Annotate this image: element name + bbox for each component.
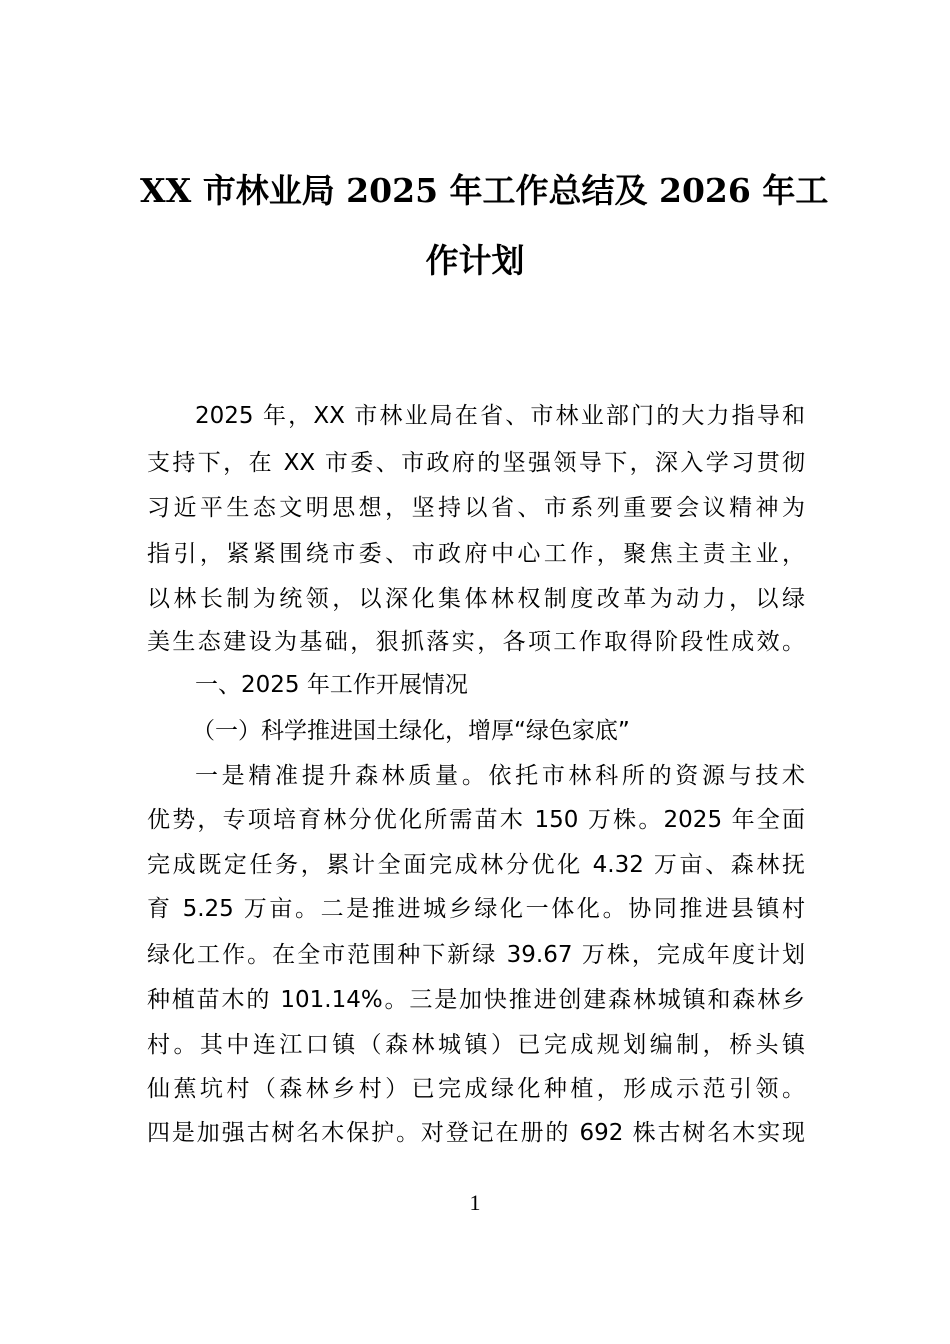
body-paragraph-line: 一是精准提升森林质量。依托市林科所的资源与技术	[195, 763, 805, 789]
body-paragraph-line: 完成既定任务，累计全面完成林分优化 4.32 万亩、森林抚	[147, 852, 805, 878]
body-paragraph-line: 绿化工作。在全市范围种下新绿 39.67 万株，完成年度计划	[147, 942, 805, 968]
body-paragraph-line: 村。其中连江口镇（森林城镇）已完成规划编制，桥头镇	[147, 1032, 805, 1058]
intro-paragraph-line: 指引，紧紧围绕市委、市政府中心工作，聚焦主责主业，	[147, 541, 805, 567]
intro-paragraph-line: 美生态建设为基础，狠抓落实，各项工作取得阶段性成效。	[147, 629, 805, 655]
body-paragraph-line: 育 5.25 万亩。二是推进城乡绿化一体化。协同推进县镇村	[147, 896, 805, 922]
page-number: 1	[469, 1190, 481, 1215]
subsection-heading: （一）科学推进国土绿化，增厚“绿色家底”	[192, 718, 630, 744]
body-paragraph-line: 种植苗木的 101.14%。三是加快推进创建森林城镇和森林乡	[147, 987, 805, 1013]
document-title-line-1: XX 市林业局 2025 年工作总结及 2026 年工	[140, 171, 829, 210]
body-paragraph-line: 仙蕉坑村（森林乡村）已完成绿化种植，形成示范引领。	[147, 1076, 805, 1102]
section-heading: 一、2025 年工作开展情况	[195, 672, 468, 698]
intro-paragraph-line: 以林长制为统领，以深化集体林权制度改革为动力，以绿	[147, 586, 805, 612]
intro-paragraph-line: 习近平生态文明思想，坚持以省、市系列重要会议精神为	[147, 495, 805, 521]
intro-paragraph-line: 2025 年，XX 市林业局在省、市林业部门的大力指导和	[195, 403, 805, 429]
intro-paragraph-line: 支持下，在 XX 市委、市政府的坚强领导下，深入学习贯彻	[147, 450, 805, 476]
body-paragraph-line: 优势，专项培育林分优化所需苗木 150 万株。2025 年全面	[147, 807, 805, 833]
document-title-line-2: 作计划	[425, 241, 525, 280]
body-paragraph-line: 四是加强古树名木保护。对登记在册的 692 株古树名木实现	[147, 1120, 805, 1146]
